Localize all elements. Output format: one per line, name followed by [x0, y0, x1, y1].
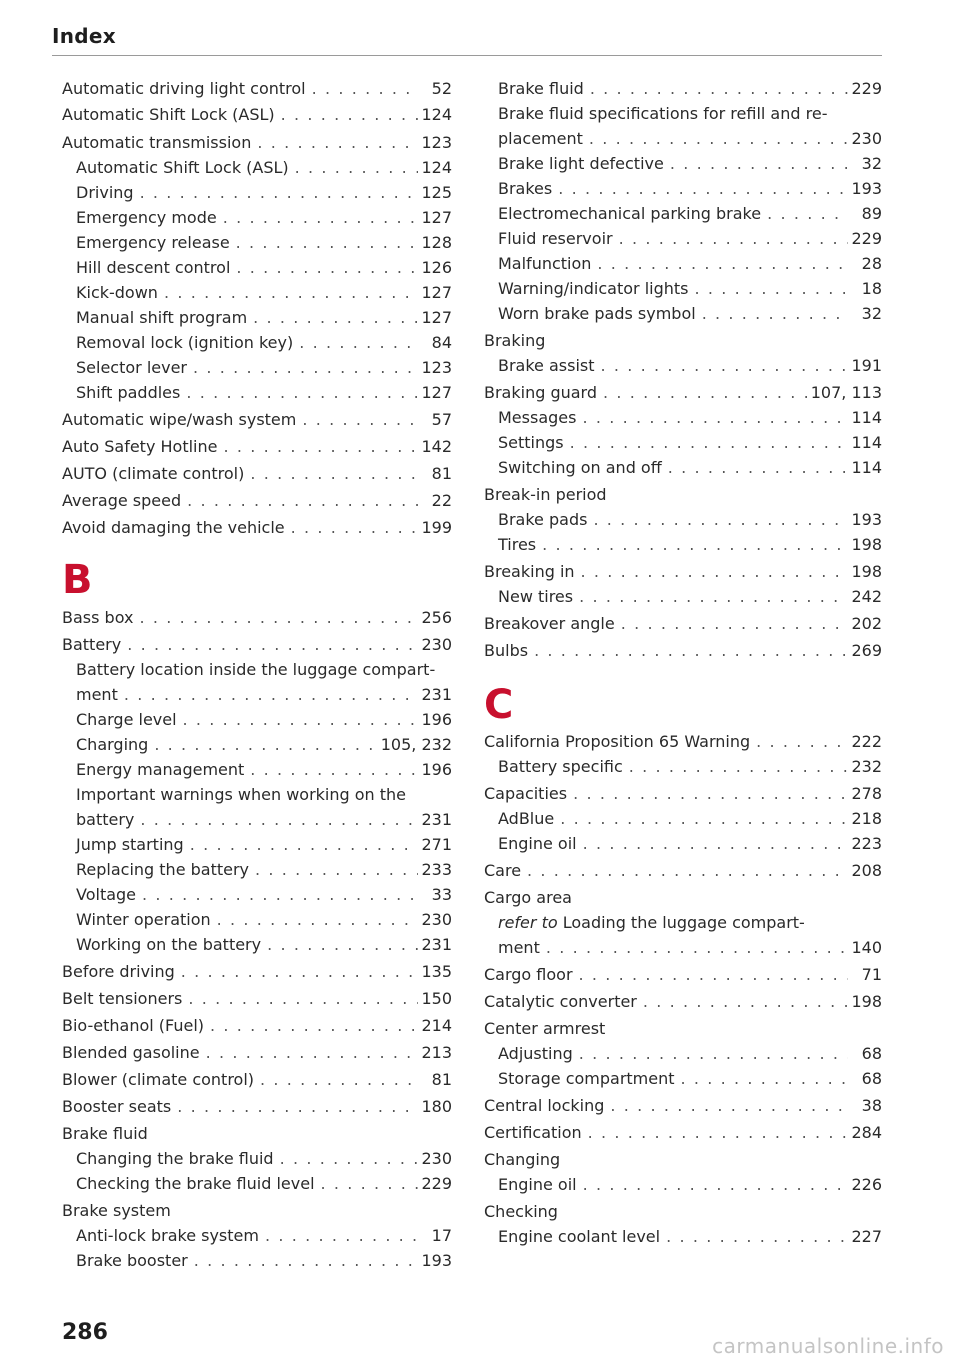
- index-subentry: Electromechanical parking brake . . . 89: [484, 202, 882, 226]
- index-entry: Cargo area: [484, 888, 572, 907]
- index-entry: Breakover angle . . . 202: [484, 612, 882, 636]
- index-subentry: Brake pads . . . 193: [484, 508, 882, 532]
- index-subentry: Engine coolant level . . . 227: [484, 1225, 882, 1249]
- index-subentry: Shift paddles . . . 127: [62, 381, 452, 405]
- index-subentry: Checking the brake fluid level . . . 229: [62, 1172, 452, 1196]
- index-subentry: Manual shift program . . . 127: [62, 306, 452, 330]
- index-subentry: Warning/indicator lights . . . 18: [484, 277, 882, 301]
- index-subentry: Settings . . . 114: [484, 431, 882, 455]
- index-subentry: Charging . . . 105, 232: [62, 733, 452, 757]
- index-subentry: Winter operation . . . 230: [62, 908, 452, 932]
- index-entry: Blended gasoline . . . 213: [62, 1041, 452, 1065]
- index-entry: Capacities . . . 278: [484, 782, 882, 806]
- index-entry: Break-in period: [484, 485, 607, 504]
- index-subentry: Important warnings when working on the: [76, 785, 407, 804]
- index-entry: Braking: [484, 331, 546, 350]
- header-title: Index: [52, 24, 116, 48]
- index-subentry: battery . . . 231: [62, 808, 452, 832]
- index-entry: Battery . . . 230: [62, 633, 452, 657]
- index-entry: Care . . . 208: [484, 859, 882, 883]
- index-entry: Booster seats . . . 180: [62, 1095, 452, 1119]
- index-subentry: Malfunction . . . 28: [484, 252, 882, 276]
- index-subentry: ment . . . 140: [484, 936, 882, 960]
- index-entry: Automatic Shift Lock (ASL) . . . 124: [62, 103, 452, 127]
- cross-reference-label: refer to: [498, 913, 558, 932]
- index-subentry: Kick-down . . . 127: [62, 281, 452, 305]
- index-subentry: Replacing the battery . . . 233: [62, 858, 452, 882]
- index-subentry: Adjusting . . . 68: [484, 1042, 882, 1066]
- index-subentry: Battery specific . . . 232: [484, 755, 882, 779]
- index-subentry: Engine oil . . . 226: [484, 1173, 882, 1197]
- index-subentry: Emergency mode . . . 127: [62, 206, 452, 230]
- section-letter-b: B: [62, 557, 93, 603]
- index-entry: Braking guard . . . 107, 113: [484, 381, 882, 405]
- index-subentry: Storage compartment . . . 68: [484, 1067, 882, 1091]
- index-entry: Automatic wipe/wash system . . . 57: [62, 408, 452, 432]
- index-subentry: Brake fluid . . . 229: [484, 77, 882, 101]
- page-header: [52, 24, 882, 56]
- index-subentry: Changing the brake fluid . . . 230: [62, 1147, 452, 1171]
- page-number: 286: [62, 1320, 108, 1345]
- index-subentry: placement . . . 230: [484, 127, 882, 151]
- index-subentry: Charge level . . . 196: [62, 708, 452, 732]
- index-subentry: New tires . . . 242: [484, 585, 882, 609]
- index-entry: Bass box . . . 256: [62, 606, 452, 630]
- index-subentry: ment . . . 231: [62, 683, 452, 707]
- index-subentry: Working on the battery . . . 231: [62, 933, 452, 957]
- index-entry: Average speed . . . 22: [62, 489, 452, 513]
- index-entry: California Proposition 65 Warning . . . 222: [484, 730, 882, 754]
- index-entry: AUTO (climate control) . . . 81: [62, 462, 452, 486]
- index-entry: Before driving . . . 135: [62, 960, 452, 984]
- index-entry: Catalytic converter . . . 198: [484, 990, 882, 1014]
- index-subentry: AdBlue . . . 218: [484, 807, 882, 831]
- index-entry: Cargo floor . . . 71: [484, 963, 882, 987]
- index-entry: Center armrest: [484, 1019, 606, 1038]
- index-entry: Changing: [484, 1150, 561, 1169]
- index-subentry: Brake fluid specifications for refill and re-: [498, 104, 828, 123]
- index-subentry: Messages . . . 114: [484, 406, 882, 430]
- index-entry: Belt tensioners . . . 150: [62, 987, 452, 1011]
- index-entry: Certification . . . 284: [484, 1121, 882, 1145]
- index-entry: Brake fluid: [62, 1124, 148, 1143]
- index-entry: Avoid damaging the vehicle . . . 199: [62, 516, 452, 540]
- index-subentry: Engine oil . . . 223: [484, 832, 882, 856]
- index-entry: Blower (climate control) . . . 81: [62, 1068, 452, 1092]
- watermark: carmanualsonline.info: [712, 1334, 944, 1358]
- index-subentry: Brake light defective . . . 32: [484, 152, 882, 176]
- index-subentry: Jump starting . . . 271: [62, 833, 452, 857]
- index-subentry: Brakes . . . 193: [484, 177, 882, 201]
- index-subentry: Worn brake pads symbol . . . 32: [484, 302, 882, 326]
- index-subentry: Battery location inside the luggage compart-: [76, 660, 436, 679]
- index-subentry: Automatic Shift Lock (ASL) . . . 124: [62, 156, 452, 180]
- index-subentry: Hill descent control . . . 126: [62, 256, 452, 280]
- header-divider: [52, 55, 882, 56]
- index-subentry: Voltage . . . 33: [62, 883, 452, 907]
- index-entry: Automatic transmission . . . 123: [62, 131, 452, 155]
- index-subentry: Removal lock (ignition key) . . . 84: [62, 331, 452, 355]
- index-subentry: Energy management . . . 196: [62, 758, 452, 782]
- index-subentry: Switching on and off . . . 114: [484, 456, 882, 480]
- index-entry: Checking: [484, 1202, 558, 1221]
- index-subentry: Selector lever . . . 123: [62, 356, 452, 380]
- index-entry: Bulbs . . . 269: [484, 639, 882, 663]
- index-entry: Breaking in . . . 198: [484, 560, 882, 584]
- index-subentry: Emergency release . . . 128: [62, 231, 452, 255]
- index-subentry: Brake booster . . . 193: [62, 1249, 452, 1273]
- index-subentry: Driving . . . 125: [62, 181, 452, 205]
- index-subentry: Brake assist . . . 191: [484, 354, 882, 378]
- index-entry: Automatic driving light control . . . 52: [62, 77, 452, 101]
- index-entry: Bio-ethanol (Fuel) . . . 214: [62, 1014, 452, 1038]
- index-subentry: Anti-lock brake system . . . 17: [62, 1224, 452, 1248]
- section-letter-c: C: [484, 682, 514, 728]
- index-entry: Auto Safety Hotline . . . 142: [62, 435, 452, 459]
- index-subentry: Fluid reservoir . . . 229: [484, 227, 882, 251]
- index-subentry: refer to Loading the luggage compart-: [498, 913, 805, 932]
- index-subentry: Tires . . . 198: [484, 533, 882, 557]
- index-entry: Central locking . . . 38: [484, 1094, 882, 1118]
- index-entry: Brake system: [62, 1201, 171, 1220]
